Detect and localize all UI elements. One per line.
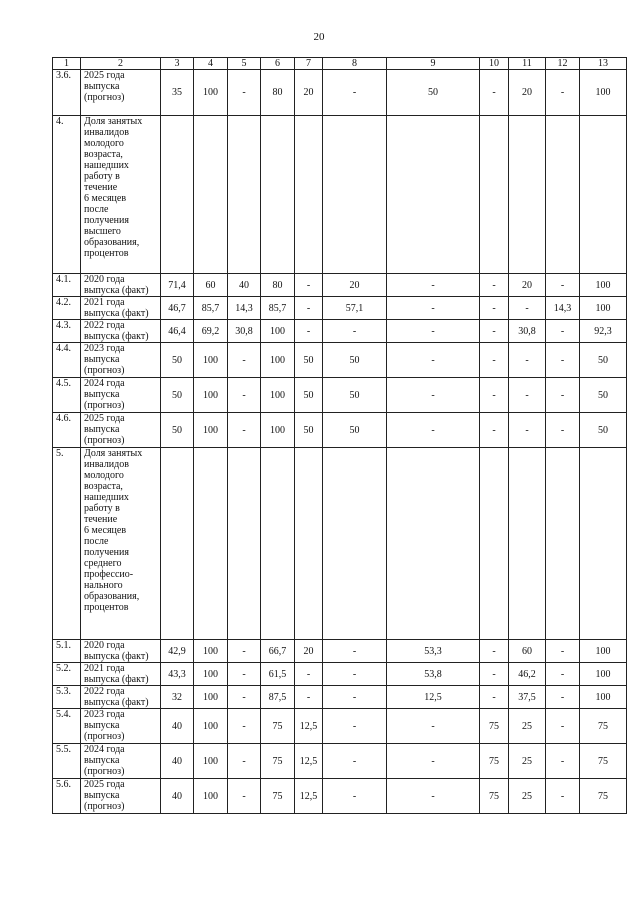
value-cell: 69,2 bbox=[194, 320, 228, 343]
value-cell: 100 bbox=[261, 343, 295, 378]
value-cell: - bbox=[480, 686, 509, 709]
column-number: 2 bbox=[81, 58, 161, 70]
table-row bbox=[53, 343, 627, 378]
column-number: 13 bbox=[580, 58, 627, 70]
row-number-cell: 5.5. bbox=[53, 744, 81, 779]
value-cell: 75 bbox=[261, 779, 295, 814]
value-cell: 100 bbox=[194, 744, 228, 779]
value-cell: 40 bbox=[161, 779, 194, 814]
column-number: 4 bbox=[194, 58, 228, 70]
value-cell bbox=[580, 116, 627, 274]
value-cell: 20 bbox=[509, 70, 546, 116]
value-cell: 20 bbox=[295, 640, 323, 663]
value-cell: 50 bbox=[323, 343, 387, 378]
value-cell: - bbox=[480, 640, 509, 663]
value-cell: 14,3 bbox=[546, 297, 580, 320]
value-cell: 46,2 bbox=[509, 663, 546, 686]
table-row bbox=[53, 297, 627, 320]
value-cell: - bbox=[323, 686, 387, 709]
value-cell: 75 bbox=[480, 779, 509, 814]
value-cell: - bbox=[323, 744, 387, 779]
indicator-cell: 2023 года выпуска (прогноз) bbox=[81, 343, 161, 378]
value-cell: - bbox=[509, 343, 546, 378]
column-number: 3 bbox=[161, 58, 194, 70]
value-cell: 75 bbox=[580, 744, 627, 779]
value-cell: - bbox=[480, 274, 509, 297]
value-cell bbox=[546, 448, 580, 640]
value-cell: 46,7 bbox=[161, 297, 194, 320]
row-number-cell: 4.6. bbox=[53, 413, 81, 448]
page-number: 20 bbox=[313, 31, 325, 43]
value-cell: 25 bbox=[509, 779, 546, 814]
value-cell: 92,3 bbox=[580, 320, 627, 343]
value-cell: - bbox=[509, 297, 546, 320]
value-cell: 46,4 bbox=[161, 320, 194, 343]
value-cell: - bbox=[546, 709, 580, 744]
table-row bbox=[53, 744, 627, 779]
value-cell: - bbox=[228, 413, 261, 448]
value-cell bbox=[194, 116, 228, 274]
column-number: 8 bbox=[323, 58, 387, 70]
indicator-cell: 2021 года выпуска (факт) bbox=[81, 297, 161, 320]
indicator-cell: 2025 года выпуска (прогноз) bbox=[81, 413, 161, 448]
row-number-cell: 4.3. bbox=[53, 320, 81, 343]
value-cell: 50 bbox=[323, 378, 387, 413]
row-number-cell: 3.6. bbox=[53, 70, 81, 116]
value-cell bbox=[161, 448, 194, 640]
value-cell: - bbox=[509, 413, 546, 448]
value-cell: 40 bbox=[161, 744, 194, 779]
value-cell: 100 bbox=[580, 297, 627, 320]
column-number: 5 bbox=[228, 58, 261, 70]
value-cell bbox=[546, 116, 580, 274]
value-cell: 57,1 bbox=[323, 297, 387, 320]
value-cell: 14,3 bbox=[228, 297, 261, 320]
value-cell: 100 bbox=[194, 779, 228, 814]
value-cell: 50 bbox=[580, 413, 627, 448]
value-cell: - bbox=[387, 320, 480, 343]
table-row bbox=[53, 663, 627, 686]
value-cell: 100 bbox=[580, 686, 627, 709]
value-cell: - bbox=[546, 274, 580, 297]
table-row bbox=[53, 640, 627, 663]
value-cell: 60 bbox=[194, 274, 228, 297]
value-cell: 50 bbox=[323, 413, 387, 448]
value-cell bbox=[161, 116, 194, 274]
value-cell bbox=[387, 448, 480, 640]
value-cell bbox=[295, 448, 323, 640]
value-cell: - bbox=[387, 378, 480, 413]
value-cell: - bbox=[480, 378, 509, 413]
value-cell: 30,8 bbox=[509, 320, 546, 343]
value-cell: - bbox=[546, 744, 580, 779]
value-cell: 66,7 bbox=[261, 640, 295, 663]
column-number: 10 bbox=[480, 58, 509, 70]
indicator-cell: 2022 года выпуска (факт) bbox=[81, 320, 161, 343]
value-cell: 75 bbox=[480, 744, 509, 779]
indicator-cell: 2025 года выпуска (прогноз) bbox=[81, 779, 161, 814]
value-cell: 71,4 bbox=[161, 274, 194, 297]
value-cell: 100 bbox=[194, 663, 228, 686]
value-cell: 50 bbox=[161, 413, 194, 448]
value-cell: 75 bbox=[261, 709, 295, 744]
value-cell: - bbox=[295, 297, 323, 320]
value-cell: 50 bbox=[387, 70, 480, 116]
value-cell: 85,7 bbox=[194, 297, 228, 320]
value-cell: - bbox=[228, 686, 261, 709]
value-cell: 100 bbox=[580, 663, 627, 686]
value-cell: - bbox=[228, 343, 261, 378]
row-number-cell: 5. bbox=[53, 448, 81, 640]
value-cell: - bbox=[546, 70, 580, 116]
value-cell: - bbox=[480, 70, 509, 116]
value-cell: 53,8 bbox=[387, 663, 480, 686]
indicator-cell: Доля занятых инвалидов молодого возраста, нашедших работу в течение 6 месяцев после получения среднего профессио- нального образования, процентов bbox=[81, 448, 161, 640]
table-row bbox=[53, 320, 627, 343]
value-cell: 40 bbox=[228, 274, 261, 297]
value-cell: 50 bbox=[580, 378, 627, 413]
row-number-cell: 5.6. bbox=[53, 779, 81, 814]
row-number-cell: 4.2. bbox=[53, 297, 81, 320]
table-row bbox=[53, 116, 627, 274]
value-cell: - bbox=[228, 709, 261, 744]
value-cell: 100 bbox=[580, 70, 627, 116]
indicator-cell: 2021 года выпуска (факт) bbox=[81, 663, 161, 686]
column-number: 6 bbox=[261, 58, 295, 70]
indicator-cell: 2024 года выпуска (прогноз) bbox=[81, 744, 161, 779]
table-header-row bbox=[53, 58, 627, 70]
value-cell: 100 bbox=[194, 709, 228, 744]
value-cell: 80 bbox=[261, 70, 295, 116]
value-cell: 75 bbox=[580, 709, 627, 744]
value-cell bbox=[323, 116, 387, 274]
indicator-cell: 2022 года выпуска (факт) bbox=[81, 686, 161, 709]
value-cell: 100 bbox=[194, 70, 228, 116]
value-cell: - bbox=[480, 343, 509, 378]
value-cell: - bbox=[228, 640, 261, 663]
value-cell: - bbox=[228, 378, 261, 413]
column-number: 7 bbox=[295, 58, 323, 70]
value-cell: - bbox=[323, 70, 387, 116]
value-cell: 75 bbox=[480, 709, 509, 744]
value-cell: - bbox=[295, 320, 323, 343]
value-cell: 100 bbox=[194, 378, 228, 413]
value-cell: 75 bbox=[580, 779, 627, 814]
value-cell bbox=[509, 448, 546, 640]
value-cell: 42,9 bbox=[161, 640, 194, 663]
value-cell: 100 bbox=[580, 274, 627, 297]
table-body bbox=[53, 58, 627, 814]
table-row bbox=[53, 448, 627, 640]
value-cell: 87,5 bbox=[261, 686, 295, 709]
value-cell bbox=[387, 116, 480, 274]
value-cell: 100 bbox=[194, 686, 228, 709]
value-cell: 12,5 bbox=[295, 744, 323, 779]
value-cell: 37,5 bbox=[509, 686, 546, 709]
value-cell: 100 bbox=[194, 343, 228, 378]
row-number-cell: 5.3. bbox=[53, 686, 81, 709]
value-cell: - bbox=[509, 378, 546, 413]
value-cell: 60 bbox=[509, 640, 546, 663]
value-cell: - bbox=[546, 378, 580, 413]
row-number-cell: 4.4. bbox=[53, 343, 81, 378]
row-number-cell: 5.2. bbox=[53, 663, 81, 686]
value-cell: - bbox=[295, 274, 323, 297]
value-cell bbox=[295, 116, 323, 274]
value-cell: 32 bbox=[161, 686, 194, 709]
value-cell: - bbox=[323, 779, 387, 814]
value-cell: 80 bbox=[261, 274, 295, 297]
value-cell bbox=[228, 448, 261, 640]
value-cell: - bbox=[387, 274, 480, 297]
value-cell: - bbox=[323, 320, 387, 343]
value-cell bbox=[194, 448, 228, 640]
value-cell: 20 bbox=[509, 274, 546, 297]
value-cell bbox=[480, 448, 509, 640]
value-cell: - bbox=[228, 744, 261, 779]
value-cell: 50 bbox=[295, 413, 323, 448]
value-cell: 12,5 bbox=[295, 779, 323, 814]
value-cell: 25 bbox=[509, 709, 546, 744]
value-cell: - bbox=[546, 413, 580, 448]
value-cell: 30,8 bbox=[228, 320, 261, 343]
value-cell: - bbox=[387, 343, 480, 378]
data-table bbox=[52, 57, 627, 814]
value-cell: - bbox=[228, 663, 261, 686]
value-cell: 40 bbox=[161, 709, 194, 744]
value-cell: 100 bbox=[261, 413, 295, 448]
row-number-cell: 5.4. bbox=[53, 709, 81, 744]
indicator-cell: 2023 года выпуска (прогноз) bbox=[81, 709, 161, 744]
column-number: 1 bbox=[53, 58, 81, 70]
value-cell: - bbox=[480, 297, 509, 320]
value-cell: - bbox=[387, 779, 480, 814]
value-cell: - bbox=[228, 70, 261, 116]
value-cell: 100 bbox=[261, 378, 295, 413]
value-cell: 100 bbox=[261, 320, 295, 343]
indicator-cell: 2025 года выпуска (прогноз) bbox=[81, 70, 161, 116]
value-cell bbox=[480, 116, 509, 274]
value-cell: 50 bbox=[295, 343, 323, 378]
value-cell: 12,5 bbox=[295, 709, 323, 744]
value-cell: - bbox=[480, 320, 509, 343]
value-cell: - bbox=[387, 744, 480, 779]
value-cell: - bbox=[387, 413, 480, 448]
value-cell: 61,5 bbox=[261, 663, 295, 686]
value-cell: 43,3 bbox=[161, 663, 194, 686]
row-number-cell: 4. bbox=[53, 116, 81, 274]
value-cell bbox=[323, 448, 387, 640]
value-cell: - bbox=[546, 343, 580, 378]
value-cell: 50 bbox=[580, 343, 627, 378]
value-cell: - bbox=[480, 413, 509, 448]
row-number-cell: 5.1. bbox=[53, 640, 81, 663]
column-number: 9 bbox=[387, 58, 480, 70]
value-cell: 100 bbox=[580, 640, 627, 663]
row-number-cell: 4.1. bbox=[53, 274, 81, 297]
indicator-cell: 2020 года выпуска (факт) bbox=[81, 640, 161, 663]
value-cell: 20 bbox=[295, 70, 323, 116]
value-cell: - bbox=[546, 686, 580, 709]
value-cell bbox=[261, 116, 295, 274]
value-cell: 100 bbox=[194, 413, 228, 448]
table-row bbox=[53, 70, 627, 116]
indicator-cell: 2024 года выпуска (прогноз) bbox=[81, 378, 161, 413]
value-cell: - bbox=[387, 709, 480, 744]
value-cell: - bbox=[323, 663, 387, 686]
value-cell: 50 bbox=[161, 378, 194, 413]
value-cell: - bbox=[546, 779, 580, 814]
value-cell: - bbox=[295, 686, 323, 709]
value-cell: 100 bbox=[194, 640, 228, 663]
table-row bbox=[53, 709, 627, 744]
table-row bbox=[53, 378, 627, 413]
value-cell: 20 bbox=[323, 274, 387, 297]
table-row bbox=[53, 686, 627, 709]
value-cell bbox=[228, 116, 261, 274]
value-cell: - bbox=[546, 640, 580, 663]
value-cell: 75 bbox=[261, 744, 295, 779]
value-cell: - bbox=[323, 640, 387, 663]
value-cell bbox=[580, 448, 627, 640]
column-number: 12 bbox=[546, 58, 580, 70]
row-number-cell: 4.5. bbox=[53, 378, 81, 413]
indicator-cell: Доля занятых инвалидов молодого возраста, нашедших работу в течение 6 месяцев после получения высшего образования, процентов bbox=[81, 116, 161, 274]
value-cell: - bbox=[228, 779, 261, 814]
value-cell: 85,7 bbox=[261, 297, 295, 320]
column-number: 11 bbox=[509, 58, 546, 70]
value-cell: - bbox=[546, 320, 580, 343]
value-cell: 12,5 bbox=[387, 686, 480, 709]
table-row bbox=[53, 413, 627, 448]
value-cell: 50 bbox=[161, 343, 194, 378]
value-cell: - bbox=[480, 663, 509, 686]
value-cell: 25 bbox=[509, 744, 546, 779]
value-cell: - bbox=[295, 663, 323, 686]
value-cell bbox=[509, 116, 546, 274]
indicator-cell: 2020 года выпуска (факт) bbox=[81, 274, 161, 297]
value-cell: 50 bbox=[295, 378, 323, 413]
value-cell: 53,3 bbox=[387, 640, 480, 663]
table-row bbox=[53, 274, 627, 297]
value-cell: - bbox=[546, 663, 580, 686]
value-cell: - bbox=[323, 709, 387, 744]
value-cell bbox=[261, 448, 295, 640]
value-cell: 35 bbox=[161, 70, 194, 116]
value-cell: - bbox=[387, 297, 480, 320]
table-row bbox=[53, 779, 627, 814]
